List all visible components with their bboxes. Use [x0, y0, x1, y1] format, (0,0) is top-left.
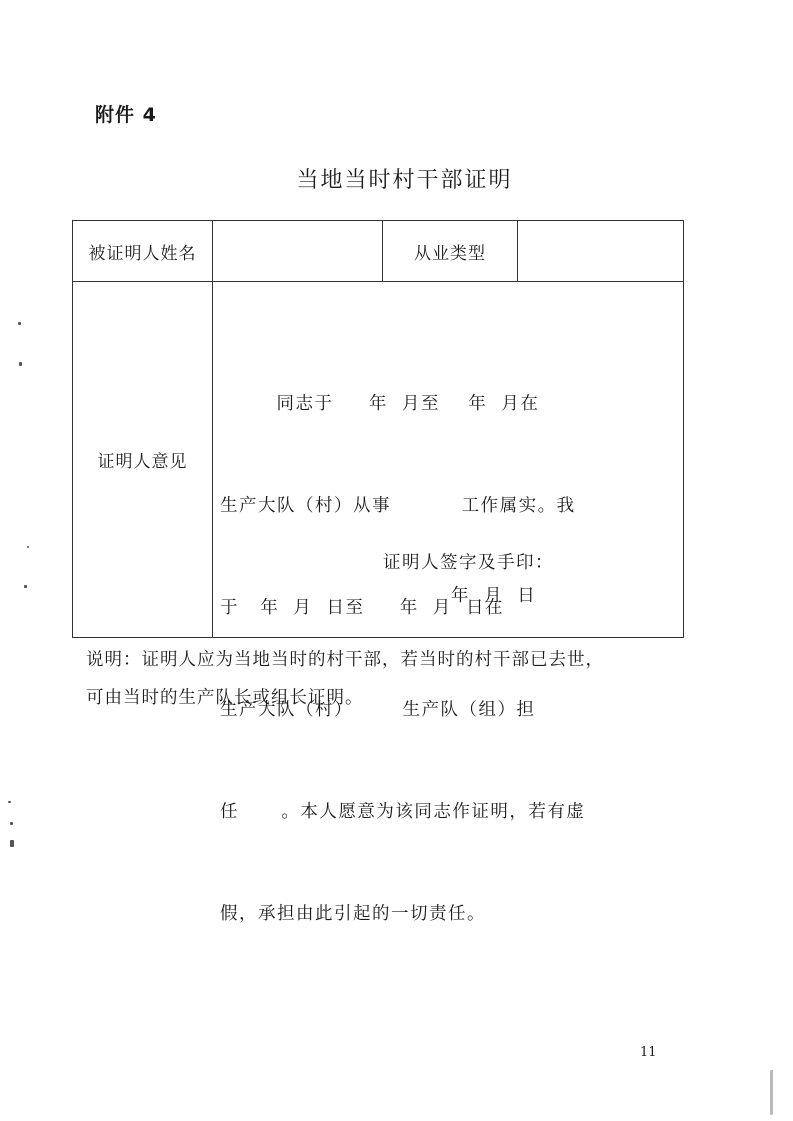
scan-speck [8, 801, 11, 803]
opinion-line: 假，承担由此引起的一切责任。 [220, 904, 486, 924]
name-field[interactable] [213, 221, 383, 282]
signature-date: 年 月 日 [451, 586, 537, 606]
scan-speck [10, 840, 14, 847]
scan-speck [18, 322, 21, 325]
name-label: 被证明人姓名 [73, 221, 213, 282]
scan-speck [24, 585, 27, 588]
scan-speck [10, 822, 13, 825]
occupation-field[interactable] [518, 221, 684, 282]
scan-speck [27, 546, 29, 548]
opinion-line: 任 。本人愿意为该同志作证明，若有虚 [220, 802, 586, 822]
opinion-line: 生产大队（村）从事 工作属实。我 [220, 496, 576, 516]
occupation-label: 从业类型 [383, 221, 518, 282]
signature-label: 证明人签字及手印： [383, 553, 554, 573]
note-line: 说明：证明人应为当地当时的村干部，若当时的村干部已去世， [86, 650, 604, 670]
scan-speck [19, 362, 22, 366]
page-number: 11 [640, 1045, 657, 1060]
attachment-label: 附件 4 [95, 104, 157, 126]
note-line: 可由当时的生产队长或组长证明。 [86, 688, 364, 708]
note [86, 641, 676, 717]
opinion-line: 同志于 年 月至 年 月在 [220, 394, 540, 414]
opinion-line: 生产大队（村） 生产队（组）担 [220, 700, 536, 720]
opinion-line: 于 年 月 日至 年 月 日在 [220, 598, 505, 618]
opinion-label: 证明人意见 [73, 282, 213, 638]
scan-speck [770, 1070, 773, 1115]
document-title: 当地当时村干部证明 [296, 168, 513, 193]
